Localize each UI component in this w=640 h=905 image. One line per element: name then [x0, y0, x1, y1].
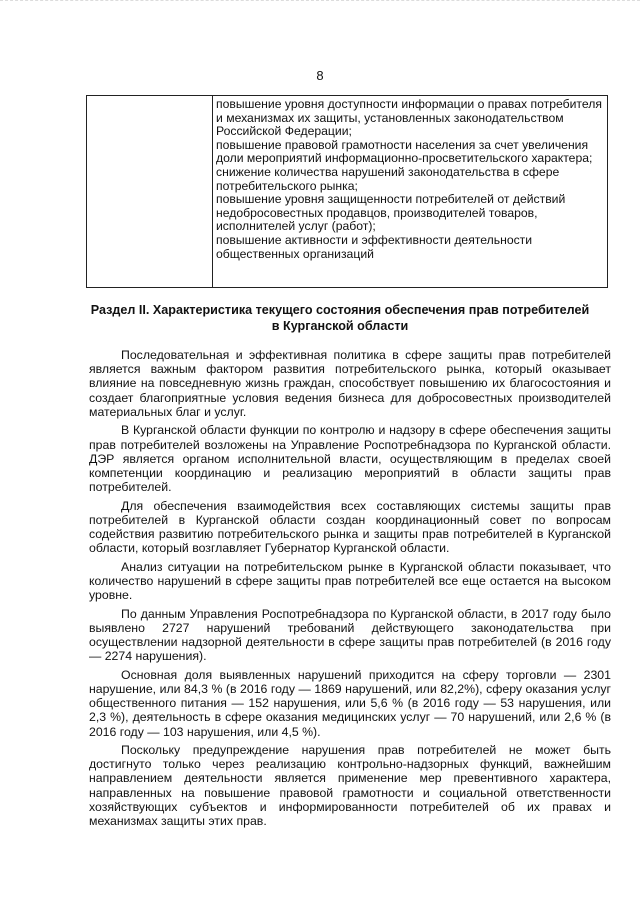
- goal-item: повышение активности и эффективности деятельности общественных организаций: [216, 232, 533, 261]
- table-row: [87, 96, 608, 288]
- goal-item: повышение уровня доступности информации о правах потребителя и механизмах их защиты, установленных законодательством Российской Федерации;: [216, 97, 602, 139]
- paragraph: Анализ ситуации на потребительском рынке в Курганской области показывает, что количество нарушений в сфере защиты прав потребителей все еще остается на высоком уровне.: [89, 559, 611, 603]
- paragraph: Последовательная и эффективная политика в сфере защиты прав потребителей является важным фактором развития потребительского рынка, который оказывает влияние на повседневную жизнь граждан, способствует повышению их благосостояния и создает благоприятные условия ведения бизнеса для добросовестных производителей материальных благ и услуг.: [89, 348, 611, 419]
- page-number: 8: [316, 68, 324, 83]
- goals-table: [86, 95, 608, 288]
- goal-item: повышение правовой грамотности населения за счет увеличения доли мероприятий информационно-просветительского характера;: [216, 137, 593, 166]
- paragraph: Поскольку предупреждение нарушения прав потребителей не может быть достигнуто только через реализацию контрольно-надзорных функций, важнейшим направлением деятельности является применение мер превентивного характера, направленных на повышение правовой грамотности и социальной ответственности хозяйствующих субъектов и информированности потребителей об их правах и механизмах защиты этих прав.: [89, 743, 611, 829]
- goals-table-container: [86, 95, 608, 288]
- paragraph: Основная доля выявленных нарушений приходится на сферу торговли — 2301 нарушение, или 84,3 % (в 2016 году — 1869 нарушений, или 82,2%), сферу оказания услуг общественного питания — 152 нарушения, или 5,6 % (в 2016 году — 53 нарушения, или 2,3 %), деятельность в сфере оказания медицинских услуг — 70 нарушений, или 2,6 % (в 2016 году — 103 нарушения, или 4,5 %).: [89, 667, 611, 739]
- section-title-line: в Курганской области: [271, 319, 409, 333]
- goal-item: повышение уровня защищенности потребителей от действий недобросовестных продавцов, производителей товаров, исполнителей услуг (работ);: [216, 192, 566, 234]
- scan-top-edge: [0, 0, 640, 7]
- body-text: [89, 348, 611, 833]
- goals-table-right-cell: [213, 96, 608, 288]
- paragraph: По данным Управления Роспотребнадзора по Курганской области, в 2017 году было выявлено 2727 нарушений требований действующего законодательства при осуществлении надзорной деятельности в сфере защиты прав потребителей (в 2016 году — 2274 нарушения).: [89, 606, 611, 664]
- paragraph: В Курганской области функции по контролю и надзору в сфере обеспечения защиты прав потребителей возложены на Управление Роспотребнадзора по Курганской области. ДЭР является органом исполнительной власти, осуществляющим в пределах своей компетенции координацию и реализацию мероприятий в области защиты прав потребителей.: [89, 423, 611, 495]
- goals-table-left-cell: [87, 96, 213, 288]
- paragraph: Для обеспечения взаимодействия всех составляющих системы защиты прав потребителей в Курганской области создан координационный совет по вопросам содействия развитию потребительского рынка и защиты прав потребителей в Курганской области, который возглавляет Губернатор Курганской области.: [89, 498, 611, 556]
- section-title: [70, 302, 610, 334]
- goal-item: снижение количества нарушений законодательства в сфере потребительского рынка;: [216, 164, 560, 193]
- section-title-line: Раздел II. Характеристика текущего состояния обеспечения прав потребителей: [90, 303, 590, 317]
